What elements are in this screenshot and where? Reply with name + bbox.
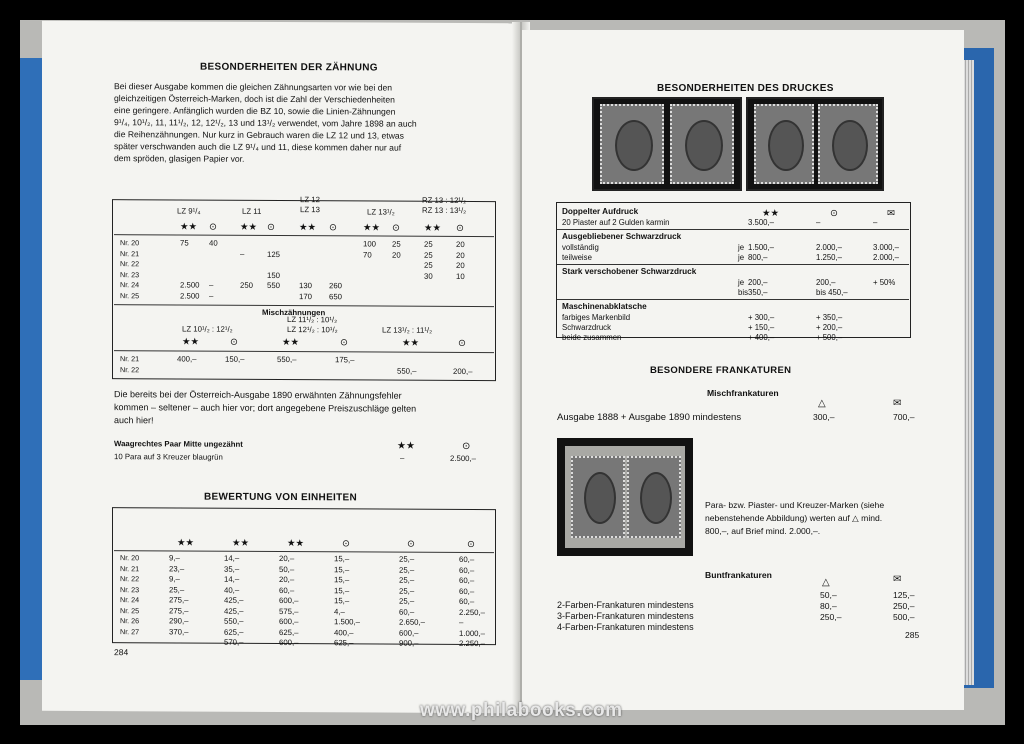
print-cell: + 50% (873, 278, 896, 287)
error-line: kommen – seltener – auch hier vor; dort angegebene Preiszuschläge gelten (114, 402, 417, 414)
units-cell: 4,– (334, 606, 345, 616)
perf-cell: 20 (392, 250, 401, 260)
mint-stars-icon: ★★ (287, 538, 305, 550)
perf-col-header: LZ 9¹/₄ (177, 206, 201, 216)
units-cell: 25,– (399, 565, 415, 575)
units-cell: 575,– (279, 606, 299, 616)
perf-cell: 20 (456, 239, 465, 249)
perf-cell: 25 (424, 260, 433, 270)
print-cell: – (816, 218, 821, 227)
print-section-title: Doppelter Aufdruck (562, 207, 639, 216)
units-cell: 625,– (224, 627, 244, 637)
print-cell: 2.000,– (873, 253, 900, 262)
perf-cell: – (209, 291, 214, 301)
mix-row-nr: Nr. 21 (120, 354, 140, 364)
perf-cell: 130 (299, 281, 313, 291)
units-cell: 60,– (459, 575, 475, 586)
bunt-row-label: 4-Farben-Frankaturen mindestens (557, 622, 694, 632)
units-cell: 570,– (224, 637, 244, 647)
mint-stars-icon: ★★ (182, 336, 200, 348)
mix-cell: 550,– (397, 366, 417, 376)
mint-stars-icon: ★★ (402, 337, 420, 349)
bunt-value-cover: 250,– (893, 601, 915, 611)
units-cell: 15,– (334, 596, 350, 606)
bunt-symbol-cover: ✉ (893, 574, 902, 585)
print-row-label: 20 Piaster auf 2 Gulden karmin (562, 218, 670, 227)
units-cell: 23,– (169, 563, 185, 573)
print-cell: + 200,– (816, 323, 843, 332)
perf-row-nr: Nr. 24 (120, 280, 140, 290)
used-icon: ⊙ (209, 221, 217, 233)
perf-cell: 100 (363, 239, 377, 249)
perf-cell: 260 (329, 281, 343, 291)
mix-cell: 550,– (277, 354, 297, 365)
perf-cell: 250 (240, 280, 254, 290)
units-cell: 60,– (459, 565, 475, 575)
used-icon: ⊙ (340, 337, 348, 349)
print-cell: 2.000,– (816, 243, 843, 252)
cover-line: nebenstehende Abbildung) werten auf △ mind. (705, 513, 883, 523)
units-cell: 600,– (279, 595, 299, 606)
units-cell: 40,– (224, 585, 240, 595)
mix-cell: 200,– (453, 366, 473, 377)
used-icon: ⊙ (392, 222, 400, 234)
intro-line: später verschwanden auch die LZ 9¹/₄ und 11, diese kommen daher nur auf (114, 141, 402, 153)
units-cell: 425,– (224, 606, 244, 616)
perf-row-nr: Nr. 25 (120, 290, 140, 300)
bunt-value-piece: 50,– (820, 590, 837, 600)
bunt-subheading: Buntfrankaturen (705, 570, 772, 580)
units-cell: – (459, 617, 464, 627)
print-row-prefix: bis (738, 288, 748, 297)
units-cell: 550,– (224, 616, 244, 626)
used-icon: ⊙ (458, 337, 466, 349)
perf-cell: 40 (209, 238, 218, 248)
error-line: Die bereits bei der Österreich-Ausgabe 1890 erwähnten Zähnungsfehler (114, 389, 402, 401)
mint-stars-icon: ★★ (180, 221, 198, 233)
print-cell: bis 450,– (816, 288, 848, 297)
units-cell: 60,– (459, 596, 475, 607)
error-line: auch hier! (114, 415, 154, 426)
mix-cell: 150,– (225, 354, 245, 364)
units-cell: 900,– (399, 638, 419, 648)
intro-line: die Reihenzähnungen. Nur kurz in Gebrauch waren die LZ 12 und 13, etwas (114, 129, 404, 141)
left-heading: BESONDERHEITEN DER ZÄHNUNG (200, 61, 378, 74)
used-icon: ⊙ (407, 538, 415, 550)
print-cell: 200,– (748, 278, 768, 287)
perf-cell: 10 (456, 271, 465, 281)
perf-col-header: RZ 13 : 13¹/₂ (422, 205, 467, 215)
units-row-nr: Nr. 26 (120, 616, 140, 626)
print-cell: 1.250,– (816, 253, 843, 262)
units-cell: 14,– (224, 574, 240, 584)
units-row-nr: Nr. 25 (120, 605, 140, 615)
print-cell: + 350,– (816, 313, 843, 322)
cover-fragment-image (557, 438, 693, 556)
error-paragraph (114, 389, 499, 426)
units-cell: 1.500,– (334, 617, 361, 627)
print-row-label: beide zusammen (562, 333, 622, 342)
intro-line: eine geringere. Anfänglich wurden die BZ 10, sowie die Linien-Zähnungen (114, 105, 396, 117)
units-cell: 9,– (169, 553, 180, 563)
bunt-row-label: 3-Farben-Frankaturen mindestens (557, 611, 694, 621)
bunt-symbol-piece: △ (822, 577, 830, 588)
print-cell: + 150,– (748, 323, 775, 332)
perf-col-header: RZ 13 : 12¹/₂ (422, 195, 467, 205)
print-row-prefix: je (738, 243, 745, 252)
mix-cell: 175,– (335, 355, 355, 365)
units-cell: 15,– (334, 554, 350, 564)
perf-cell: 2.500 (180, 280, 200, 290)
units-row-nr: Nr. 21 (120, 563, 140, 573)
perf-cell: 30 (424, 271, 433, 281)
mint-stars-icon: ★★ (177, 537, 195, 549)
print-row-label: teilweise (562, 253, 592, 262)
mix-row-nr: Nr. 22 (120, 365, 140, 375)
frankatur-heading: BESONDERE FRANKATUREN (650, 365, 792, 376)
print-section-title: Stark verschobener Schwarzdruck (562, 267, 697, 276)
print-cell: 1.500,– (748, 243, 775, 252)
mix-col-header: LZ 13¹/₂ : 11¹/₂ (382, 325, 433, 335)
perf-col-header: LZ 13 (300, 205, 320, 215)
print-cell: 350,– (748, 288, 768, 297)
page-number-right: 285 (905, 630, 920, 640)
used-icon: ⊙ (342, 538, 350, 550)
perf-cell: 20 (456, 260, 465, 270)
print-row-label: farbiges Markenbild (562, 313, 631, 322)
perf-cell: – (240, 249, 245, 259)
stamp-pair-image-1 (592, 97, 742, 191)
units-cell: 625,– (279, 627, 299, 637)
intro-line: dem spröden, glasigen Papier vor. (114, 153, 245, 164)
pair-item: 10 Para auf 3 Kreuzer blaugrün (114, 452, 223, 462)
mint-stars-icon: ★★ (282, 337, 300, 349)
units-cell: 20,– (279, 553, 295, 564)
pair-symbol-mint: ★★ (397, 440, 415, 452)
pair-label: Waagrechtes Paar Mitte ungezähnt (114, 439, 243, 449)
print-cell: + 400,– (748, 333, 775, 342)
used-icon: ⊙ (267, 221, 275, 233)
mix-col-header: LZ 10¹/₂ : 12¹/₂ (182, 324, 233, 334)
units-cell: 60,– (459, 586, 475, 596)
used-icon: ⊙ (329, 222, 337, 234)
intro-line: 9¹/₄, 10¹/₂, 11, 11¹/₂, 12, 12¹/₂, 13 und 13¹/₂ verwendet, vom Jahre 1898 an auch (114, 117, 417, 129)
units-cell: 20,– (279, 574, 295, 585)
mix-value-cover: 700,– (893, 412, 915, 422)
units-cell: 600,– (399, 628, 419, 638)
mix-col-header: LZ 12¹/₂ : 10¹/₂ (287, 325, 338, 335)
perf-cell: 550 (267, 280, 281, 290)
units-heading: BEWERTUNG VON EINHEITEN (204, 491, 358, 504)
print-cell: + 300,– (748, 313, 775, 322)
units-row-nr: Nr. 22 (120, 574, 140, 584)
mix-cell: 400,– (177, 354, 197, 364)
book-cover-left (20, 58, 42, 680)
units-cell: 2.250,– (459, 638, 486, 649)
units-cell: 60,– (459, 554, 475, 565)
bunt-value-piece: 250,– (820, 612, 842, 622)
mint-stars-icon: ★★ (424, 222, 442, 234)
units-cell: 25,– (399, 575, 415, 585)
perf-cell: 2.500 (180, 290, 200, 301)
units-cell: 290,– (169, 616, 189, 626)
units-cell: 425,– (224, 595, 244, 605)
left-page (42, 21, 520, 714)
used-icon: ⊙ (456, 222, 464, 234)
mix-title: Mischzähnungen (262, 307, 326, 318)
cover-icon: ✉ (887, 208, 895, 219)
print-cell: 800,– (748, 253, 768, 262)
mix-symbol-cover: ✉ (893, 398, 902, 409)
units-cell: 600,– (279, 637, 299, 648)
pair-value-mint: – (400, 453, 405, 463)
units-cell: 60,– (399, 607, 415, 617)
mix-col-header: LZ 11¹/₂ : 10¹/₂ (287, 315, 338, 325)
perf-cell: 150 (267, 270, 281, 280)
perf-col-header: LZ 11 (242, 206, 262, 216)
mix-subheading: Mischfrankaturen (707, 388, 779, 398)
perf-col-header: LZ 12 (300, 195, 320, 205)
used-icon: ⊙ (830, 208, 838, 219)
print-row-label: Schwarzdruck (562, 323, 611, 332)
units-cell: 370,– (169, 626, 189, 637)
bunt-row-label: 2-Farben-Frankaturen mindestens (557, 600, 694, 610)
print-row-label: vollständig (562, 243, 599, 252)
units-cell: 50,– (279, 564, 295, 574)
mix-value-piece: 300,– (813, 412, 835, 422)
mint-stars-icon: ★★ (299, 222, 317, 234)
print-section-title: Ausgebliebener Schwarzdruck (562, 232, 682, 241)
perf-col-header: LZ 13¹/₂ (367, 207, 395, 217)
units-cell: 400,– (334, 627, 354, 637)
units-cell: 14,– (224, 553, 240, 563)
print-section-title: Maschinenabklatsche (562, 302, 647, 311)
units-cell: 15,– (334, 585, 350, 595)
print-row-prefix: je (738, 278, 745, 287)
mint-stars-icon: ★★ (232, 537, 250, 549)
bunt-value-piece: 80,– (820, 601, 837, 611)
intro-paragraph (114, 81, 499, 164)
pair-value-used: 2.500,– (450, 453, 477, 464)
perf-cell: 70 (363, 249, 372, 259)
units-cell: 25,– (399, 554, 415, 564)
units-cell: 15,– (334, 564, 350, 574)
print-cell: 3.500,– (748, 218, 775, 227)
mint-stars-icon: ★★ (762, 208, 780, 219)
units-cell: 1.000,– (459, 628, 486, 638)
print-row-prefix: je (738, 253, 745, 262)
units-cell: 275,– (169, 595, 189, 605)
print-divider (557, 299, 909, 300)
units-row-nr: Nr. 23 (120, 584, 140, 594)
print-divider (557, 229, 909, 230)
units-cell: 625,– (334, 638, 354, 648)
units-row-nr: Nr. 27 (120, 626, 140, 636)
perf-cell: – (209, 280, 214, 290)
bunt-value-cover: 125,– (893, 590, 915, 600)
print-divider (557, 264, 909, 265)
units-cell: 35,– (224, 564, 240, 574)
print-cell: 200,– (816, 278, 836, 287)
units-cell: 2.250,– (459, 607, 486, 617)
units-cell: 9,– (169, 574, 180, 584)
cover-line: 800,–, auf Brief mind. 2.000,–. (705, 526, 821, 536)
print-cell: 3.000,– (873, 243, 900, 252)
bunt-value-cover: 500,– (893, 612, 915, 622)
cover-line: Para- bzw. Piaster- und Kreuzer-Marken (siehe (705, 500, 885, 510)
units-cell: 60,– (279, 585, 295, 595)
used-icon: ⊙ (467, 538, 475, 551)
intro-line: Bei dieser Ausgabe kommen die gleichen Zähnungsarten vor wie bei den (114, 81, 393, 93)
perf-cell: 25 (424, 250, 433, 260)
perf-row-nr: Nr. 21 (120, 248, 140, 258)
perf-cell: 75 (180, 238, 189, 248)
print-cell: + 500,– (816, 333, 843, 342)
units-cell: 25,– (169, 584, 185, 594)
watermark: www.philabooks.com (420, 700, 623, 721)
perf-row-nr: Nr. 20 (120, 238, 140, 248)
units-cell: 2.650,– (399, 617, 426, 627)
perf-cell: 170 (299, 291, 313, 301)
perf-row-nr: Nr. 22 (120, 259, 140, 269)
stamp-pair-image-2 (746, 97, 884, 191)
units-cell: 600,– (279, 616, 299, 627)
units-cell: 15,– (334, 575, 350, 585)
mint-stars-icon: ★★ (363, 222, 381, 234)
units-row-nr: Nr. 20 (120, 553, 140, 563)
page-number-left: 284 (114, 647, 129, 658)
perf-cell: 125 (267, 249, 281, 259)
perf-cell: 20 (456, 250, 465, 260)
units-cell: 25,– (399, 596, 415, 606)
intro-line: gleichzeitigen Österreich-Marken, doch ist die Zahl der Verschiedenheiten (114, 93, 395, 105)
units-cell: 275,– (169, 605, 189, 616)
right-heading: BESONDERHEITEN DES DRUCKES (657, 83, 834, 94)
perf-row-nr: Nr. 23 (120, 269, 140, 279)
perf-cell: 650 (329, 291, 343, 301)
mint-stars-icon: ★★ (240, 221, 258, 233)
print-cell: – (873, 218, 878, 227)
units-cell: 25,– (399, 586, 415, 596)
used-icon: ⊙ (230, 336, 238, 348)
perf-cell: 25 (424, 239, 433, 249)
mix-symbol-piece: △ (818, 398, 826, 409)
perf-cell: 25 (392, 239, 401, 249)
pair-symbol-used: ⊙ (462, 440, 471, 452)
mix-label: Ausgabe 1888 + Ausgabe 1890 mindestens (557, 412, 742, 423)
units-row-nr: Nr. 24 (120, 595, 140, 605)
